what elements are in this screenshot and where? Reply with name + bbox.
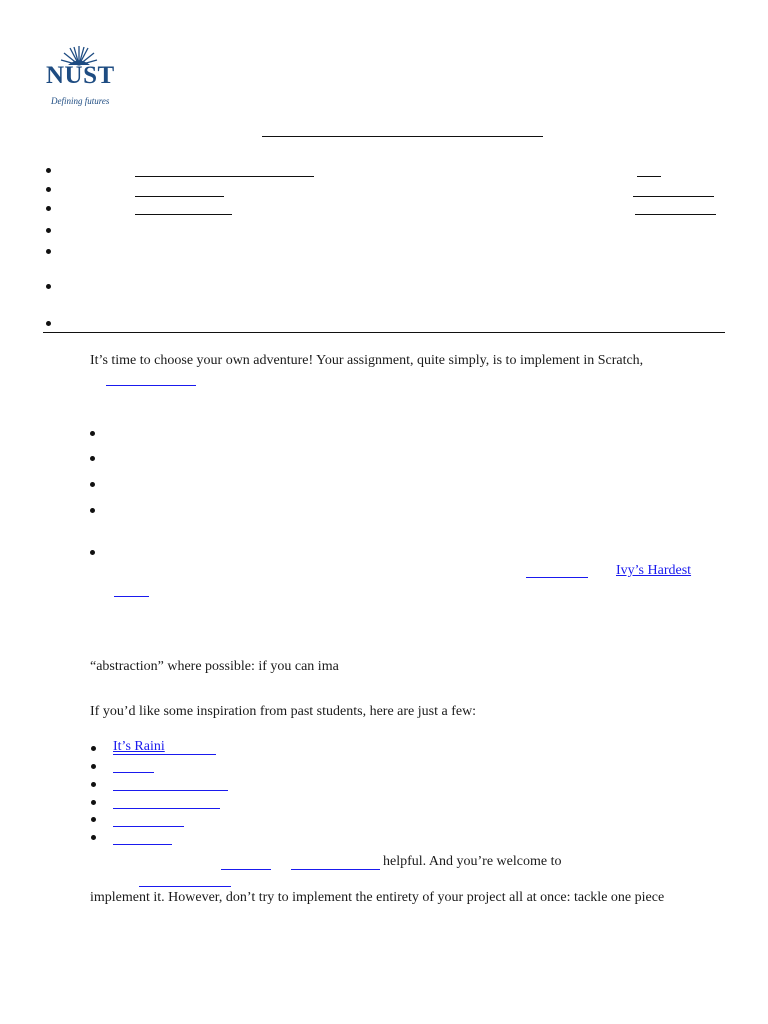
header-bullet bbox=[46, 321, 51, 326]
example-bullet bbox=[91, 782, 96, 787]
intro-text: It’s time to choose your own adventure! Your assignment, quite simply, is to implement in Scratch, bbox=[90, 353, 644, 368]
example-bullet bbox=[91, 835, 96, 840]
header-bullet bbox=[46, 249, 51, 254]
header-bullet bbox=[46, 168, 51, 173]
example-link-blank[interactable] bbox=[526, 577, 588, 578]
inspiration-text: If you’d like some inspiration from past students, here are just a few: bbox=[90, 704, 477, 719]
header-blank bbox=[135, 196, 224, 197]
header-blank bbox=[637, 176, 661, 177]
requirement-bullet bbox=[90, 550, 95, 555]
ivys-hardest-link-continued[interactable] bbox=[114, 596, 149, 597]
section-divider bbox=[43, 332, 725, 333]
example-bullet bbox=[91, 817, 96, 822]
header-bullet bbox=[46, 228, 51, 233]
example-bullet bbox=[91, 746, 96, 751]
requirement-bullet bbox=[90, 431, 95, 436]
reference-link[interactable] bbox=[139, 886, 231, 887]
logo-wordmark: NUST bbox=[46, 62, 115, 89]
intro-link[interactable] bbox=[106, 385, 196, 386]
reference-link[interactable] bbox=[291, 869, 380, 870]
header-blank bbox=[635, 214, 716, 215]
logo-tagline: Defining futures bbox=[51, 96, 110, 106]
header-bullet bbox=[46, 284, 51, 289]
example-bullet bbox=[91, 764, 96, 769]
example-link[interactable] bbox=[113, 844, 172, 845]
ivys-hardest-link[interactable]: Ivy’s Hardest bbox=[616, 563, 692, 578]
title-underline bbox=[262, 136, 543, 137]
requirement-bullet bbox=[90, 482, 95, 487]
abstraction-text: “abstraction” where possible: if you can ima bbox=[90, 659, 339, 674]
header-bullet bbox=[46, 206, 51, 211]
implement-text: implement it. However, don’t try to implement the entirety of your project all at once: tackle one piece bbox=[90, 890, 665, 905]
header-blank bbox=[135, 176, 314, 177]
example-link[interactable] bbox=[113, 826, 184, 827]
header-bullet bbox=[46, 187, 51, 192]
requirement-bullet bbox=[90, 508, 95, 513]
helpful-text: helpful. And you’re welcome to bbox=[383, 854, 562, 869]
example-link[interactable] bbox=[113, 790, 228, 791]
example-link[interactable]: It’s Raini bbox=[113, 739, 165, 754]
example-bullet bbox=[91, 800, 96, 805]
requirement-bullet bbox=[90, 456, 95, 461]
header-blank bbox=[633, 196, 714, 197]
reference-link[interactable] bbox=[221, 869, 271, 870]
header-blank bbox=[135, 214, 232, 215]
example-link[interactable] bbox=[113, 772, 154, 773]
example-link-tail[interactable] bbox=[113, 754, 216, 755]
example-link[interactable] bbox=[113, 808, 220, 809]
